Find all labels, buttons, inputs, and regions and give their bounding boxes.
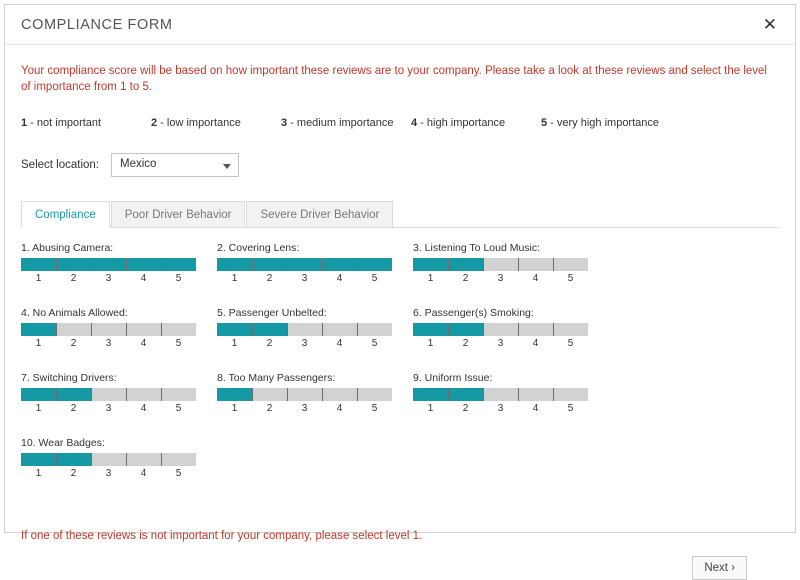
slider-scale [21,403,196,417]
review-label: 4. No Animals Allowed: [21,307,128,320]
importance-slider[interactable] [413,388,588,401]
importance-slider[interactable] [217,258,392,271]
slider-scale-label[interactable]: 3 [105,468,112,480]
slider-scale-label[interactable]: 3 [497,403,504,415]
slider-scale-label[interactable]: 4 [336,273,343,285]
importance-legend [21,117,779,129]
legend-item [281,117,411,129]
slider-tick [252,388,253,401]
review-item [413,242,609,287]
slider-scale-label[interactable]: 4 [532,273,539,285]
slider-scale-label[interactable]: 5 [175,468,182,480]
slider-scale-label[interactable]: 1 [231,338,238,350]
legend-item [21,117,151,129]
slider-scale [413,338,588,352]
slider-tick [161,453,162,466]
slider-tick [448,388,449,401]
importance-slider[interactable] [217,388,392,401]
slider-tick [322,258,323,271]
location-select-value: Mexico [120,158,157,171]
slider-scale-label[interactable]: 2 [462,273,469,285]
slider-scale-label[interactable]: 5 [371,403,378,415]
review-label: 5. Passenger Unbelted: [217,307,327,320]
slider-scale-label[interactable]: 5 [175,273,182,285]
slider-scale-label[interactable]: 5 [567,273,574,285]
importance-notice: Your compliance score will be based on how important these reviews are to your company. Please take a look at these reviews and select the level of importance from 1 to 5. [21,65,767,94]
legend-number: 4 [411,117,418,130]
legend-number: 5 [541,117,548,130]
review-item [413,307,609,352]
slider-tick [483,388,484,401]
close-icon[interactable]: ✕ [759,14,781,35]
slider-tick [322,388,323,401]
importance-slider-fill [21,323,56,336]
slider-scale-label[interactable]: 1 [231,403,238,415]
importance-slider[interactable] [217,323,392,336]
importance-slider[interactable] [21,388,196,401]
review-label: 7. Switching Drivers: [21,372,117,385]
slider-tick [553,323,554,336]
review-label: 10. Wear Badges: [21,437,105,450]
compliance-form-modal [4,4,796,575]
review-item [217,307,413,352]
slider-tick [56,323,57,336]
chevron-down-icon [223,164,231,169]
slider-tick [91,388,92,401]
slider-tick [553,258,554,271]
review-item [21,242,217,287]
slider-tick [126,388,127,401]
slider-scale-label[interactable]: 2 [266,403,273,415]
slider-tick [287,258,288,271]
slider-tick [287,388,288,401]
importance-slider[interactable] [21,323,196,336]
slider-tick [91,323,92,336]
slider-tick [448,258,449,271]
slider-scale-label[interactable]: 4 [140,468,147,480]
slider-scale-label[interactable]: 5 [175,338,182,350]
legend-text: - medium importance [287,117,394,130]
slider-scale-label[interactable]: 4 [140,403,147,415]
location-label: Select location: [21,159,99,172]
review-item [217,372,413,417]
slider-tick [91,453,92,466]
slider-scale [217,273,392,287]
location-row [21,153,779,177]
slider-scale-label[interactable]: 5 [371,338,378,350]
slider-scale-label[interactable]: 1 [35,273,42,285]
review-label: 3. Listening To Loud Music: [413,242,541,255]
slider-tick [91,258,92,271]
review-label: 9. Uniform Issue: [413,372,493,385]
tab-poor-driver-behavior[interactable]: Poor Driver Behavior [111,201,246,227]
slider-tick [357,388,358,401]
slider-scale [217,403,392,417]
slider-scale [21,273,196,287]
slider-scale-label[interactable]: 2 [70,338,77,350]
slider-scale-label[interactable]: 3 [105,338,112,350]
slider-scale-label[interactable]: 5 [371,273,378,285]
slider-scale-label[interactable]: 4 [140,273,147,285]
legend-text: - high importance [417,117,506,130]
importance-slider[interactable] [21,258,196,271]
importance-slider[interactable] [21,453,196,466]
review-label: 8. Too Many Passengers: [217,372,336,385]
slider-scale [413,403,588,417]
slider-scale-label[interactable]: 5 [567,403,574,415]
slider-scale [21,468,196,482]
footer-actions [21,556,779,580]
slider-tick [518,258,519,271]
slider-scale-label[interactable]: 4 [336,403,343,415]
slider-scale-label[interactable]: 2 [70,273,77,285]
slider-scale-label[interactable]: 2 [462,338,469,350]
review-grid [21,242,779,502]
legend-number: 2 [151,117,158,130]
slider-tick [483,323,484,336]
slider-scale-label[interactable]: 2 [70,468,77,480]
slider-scale-label[interactable]: 3 [105,273,112,285]
slider-tick [161,388,162,401]
review-item [21,372,217,417]
slider-scale-label[interactable]: 4 [140,338,147,350]
review-item [21,307,217,352]
slider-scale-label[interactable]: 1 [35,468,42,480]
slider-tick [56,258,57,271]
slider-tick [161,258,162,271]
legend-item [151,117,281,129]
review-item [413,372,609,417]
slider-scale-label[interactable]: 4 [532,403,539,415]
slider-scale-label[interactable]: 3 [497,273,504,285]
legend-number: 1 [21,117,28,130]
slider-tick [126,258,127,271]
slider-scale-label[interactable]: 2 [462,403,469,415]
slider-scale-label[interactable]: 4 [336,338,343,350]
slider-scale-label[interactable]: 1 [35,338,42,350]
slider-scale-label[interactable]: 4 [532,338,539,350]
slider-tick [553,388,554,401]
slider-tick [252,323,253,336]
review-item [217,242,413,287]
review-label: 6. Passenger(s) Smoking: [413,307,534,320]
modal-body [5,45,795,580]
slider-tick [161,323,162,336]
slider-tick [322,323,323,336]
review-label: 2. Covering Lens: [217,242,300,255]
slider-scale-label[interactable]: 1 [427,338,434,350]
slider-tick [126,453,127,466]
slider-tick [518,388,519,401]
slider-tick [287,323,288,336]
slider-scale-label[interactable]: 3 [105,403,112,415]
next-button[interactable]: Next › [692,556,747,580]
page-title: COMPLIANCE FORM [21,16,173,33]
slider-scale-label[interactable]: 3 [301,338,308,350]
slider-scale [21,338,196,352]
importance-slider-fill [217,388,252,401]
importance-slider[interactable] [413,258,588,271]
importance-slider-fill [217,258,392,271]
slider-tick [252,258,253,271]
slider-tick [126,323,127,336]
slider-scale [217,338,392,352]
slider-scale-label[interactable]: 5 [175,403,182,415]
slider-scale-label[interactable]: 1 [427,273,434,285]
legend-text: - low importance [157,117,241,130]
slider-scale-label[interactable]: 1 [427,403,434,415]
slider-scale-label[interactable]: 1 [35,403,42,415]
slider-scale [413,273,588,287]
slider-tick [357,323,358,336]
slider-tick [518,323,519,336]
slider-scale-label[interactable]: 3 [301,403,308,415]
tab-compliance[interactable]: Compliance [21,201,110,228]
slider-scale-label[interactable]: 5 [567,338,574,350]
modal-header [5,5,795,45]
tab-bar [21,201,779,228]
slider-scale-label[interactable]: 1 [231,273,238,285]
slider-scale-label[interactable]: 3 [301,273,308,285]
slider-tick [56,453,57,466]
review-label: 1. Abusing Camera: [21,242,114,255]
slider-scale-label[interactable]: 3 [497,338,504,350]
legend-item [411,117,541,129]
slider-tick [56,388,57,401]
legend-text: - very high importance [547,117,660,130]
importance-slider[interactable] [413,323,588,336]
slider-scale-label[interactable]: 2 [266,338,273,350]
location-select[interactable] [111,153,239,177]
footer-note: If one of these reviews is not important for your company, please select level 1. [21,530,423,543]
slider-tick [448,323,449,336]
legend-number: 3 [281,117,288,130]
slider-scale-label[interactable]: 2 [70,403,77,415]
slider-tick [357,258,358,271]
tab-severe-driver-behavior[interactable]: Severe Driver Behavior [246,201,393,227]
legend-item [541,117,671,129]
slider-scale-label[interactable]: 2 [266,273,273,285]
importance-slider-fill [21,258,196,271]
slider-tick [483,258,484,271]
review-item [21,437,217,482]
legend-text: - not important [27,117,102,130]
